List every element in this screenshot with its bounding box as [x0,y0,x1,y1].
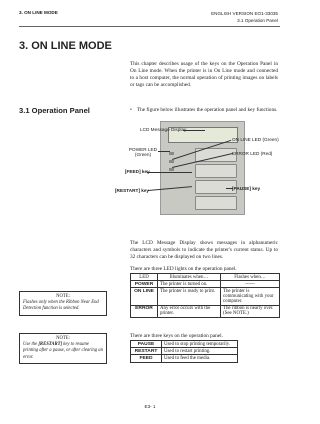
table-row [131,288,280,305]
panel-key-upper [195,164,237,178]
table-cell: Used to stop printing temporarily. [162,341,238,348]
intro-paragraph: This chapter describes usage of the keys on the Operation Panel in On Line mode. When the printer is in On Line mode and connected to a host computer, the normal operation of printing images on labels or tags can be accomplished. [130,61,278,89]
page-number: E3- 1 [144,404,156,409]
table-cell: The ribbon is nearly over. (See NOTE.) [221,305,280,317]
power-led-label [127,147,159,157]
leader-line [183,130,205,131]
table-header-cell: LED [131,274,158,281]
table-cell: The printer is ready to print. [158,288,221,305]
table-row [131,355,238,362]
note-title: NOTE: [56,336,70,341]
led-table-caption: There are three LED lights on the operation panel. [130,266,237,272]
table-cell: PAUSE [131,341,162,348]
power-led [169,152,174,155]
led-table [130,273,280,318]
panel-key-lower [195,180,237,194]
lcd-label: LCD Message Display [140,127,187,132]
table-cell: POWER [131,281,158,288]
note-body [23,342,103,361]
note-restart-key [19,333,107,364]
error-led [169,168,174,171]
table-header-cell: Illuminates when… [158,274,221,281]
header-divider [19,26,280,27]
restart-key-label: [RESTART] key [115,188,150,193]
operation-panel-illustration [160,121,245,215]
table-row [131,305,280,317]
document-version: ENGLISH VERSION EO1-33035 [211,11,278,16]
table-cell: The printer is communicating with your computer. [221,288,280,305]
key-table [130,340,238,363]
table-cell: Used to restart printing. [162,348,238,355]
table-cell: ON LINE [131,288,158,305]
table-header-cell: Flashes when… [221,274,280,281]
online-led-label: ON LINE LED (Green) [232,137,279,142]
error-led-label: ERROR LED (Red) [232,151,273,156]
bullet-dot: • [130,107,132,113]
bullet-item [130,107,277,113]
key-table-caption: There are three keys on the operation panel. [130,333,223,339]
table-cell: FEED [131,355,162,362]
note-body-post: key to resume printing after a pause, or after clearing an error. [23,342,103,360]
table-header-row [131,274,280,281]
section-title: 3.1 Operation Panel [19,106,90,115]
note-body-pre: Use the [23,342,39,348]
note-key-name: [RESTART] [38,342,63,348]
table-cell: Used to feed the media. [162,355,238,362]
chapter-title: 3. ON LINE MODE [19,40,112,52]
running-header-section: 3.1 Operation Panel [237,18,278,23]
table-cell: Any error occurs with the printer. [158,305,221,317]
feed-key-label: [FEED] key [125,169,150,174]
table-cell: ERROR [131,305,158,317]
running-header-version [211,10,278,24]
note-body: Flashes only when the Ribbon Near End Detection function is selected. [23,300,99,312]
pause-key-label: [PAUSE] key [232,186,261,191]
note-title: NOTE: [56,294,70,299]
table-row [131,348,238,355]
table-cell: RESTART [131,348,162,355]
table-cell: The printer is turned on. [158,281,221,288]
note-ribbon-near-end [19,291,107,316]
power-led-label-text: POWER LED [128,147,158,152]
table-cell: ------ [221,281,280,288]
bullet-text: The figure below illustrates the operation panel and key functions. [136,107,278,113]
power-led-color: (Green) [134,152,152,157]
running-header-chapter: 3. ON LINE MODE [19,10,58,15]
leader-line [226,188,233,189]
table-row [131,341,238,348]
leader-line [147,172,192,173]
panel-key-bottom [195,196,237,210]
lcd-paragraph: The LCD Message Display shows messages in alphanumeric characters and symbols to indicate the printer's current status. Up to 32 characters can be displayed on two lines. [130,240,278,261]
leader-line [158,151,170,152]
table-row [131,281,280,288]
online-led [169,160,174,163]
